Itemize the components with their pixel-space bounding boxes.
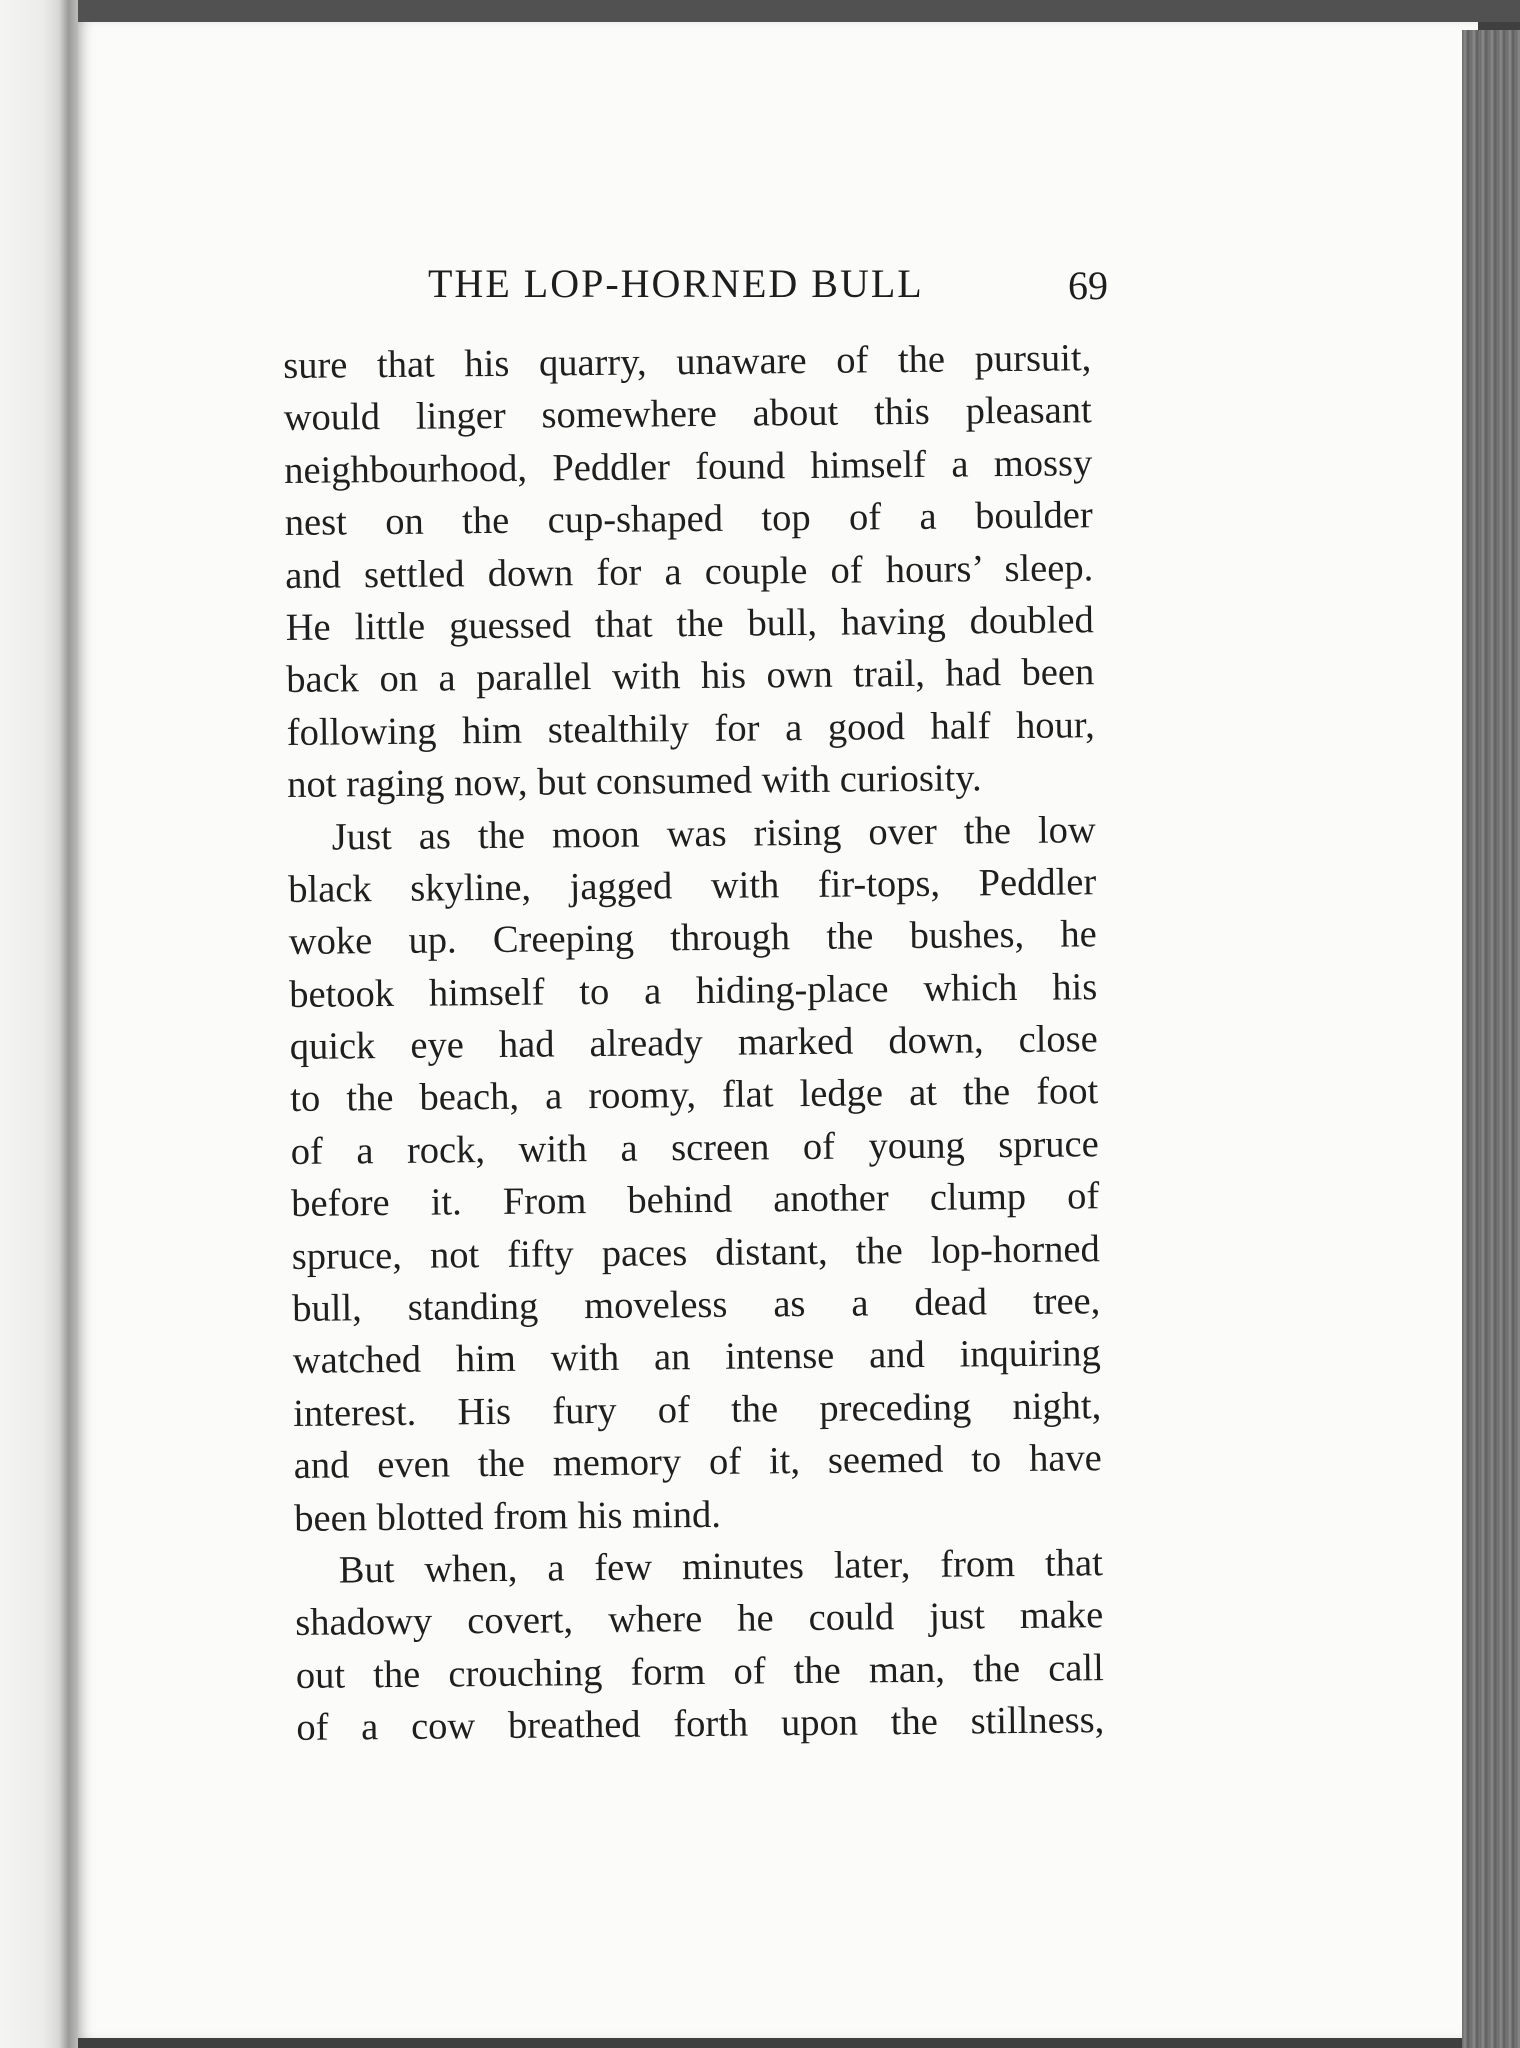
text-line: shadowy covert, where he could just make	[295, 1594, 1104, 1645]
text-line: back on a parallel with his own trail, had been	[286, 651, 1095, 702]
text-line: quick eye had already marked down, close	[289, 1018, 1098, 1069]
text-line: Just as the moon was rising over the low	[331, 808, 1096, 859]
text-line: black skyline, jagged with fir-tops, Peddler	[288, 861, 1097, 911]
text-line: of a cow breathed forth upon the stillness,	[296, 1699, 1105, 1750]
text-line: been blotted from his mind.	[294, 1493, 722, 1540]
text-line: spruce, not fifty paces distant, the lop-horned	[291, 1227, 1100, 1278]
text-line: neighbourhood, Peddler found himself a mossy	[284, 442, 1093, 492]
text-line: sure that his quarry, unaware of the pursuit,	[283, 337, 1092, 387]
running-head: THE LOP-HORNED BULL	[428, 261, 924, 306]
text-line: He little guessed that the bull, having doubled	[285, 599, 1094, 649]
text-line: watched him with an intense and inquiring	[292, 1332, 1101, 1383]
text-line: woke up. Creeping through the bushes, he	[288, 913, 1097, 964]
page-number: 69	[1068, 263, 1108, 308]
text-line: nest on the cup-shaped top of a boulder	[284, 494, 1093, 545]
text-line: and settled down for a couple of hours’ sleep.	[285, 546, 1094, 597]
facing-page-edge	[0, 0, 78, 2048]
text-line: interest. His fury of the preceding night,	[293, 1385, 1102, 1435]
text-line: out the crouching form of the man, the call	[295, 1646, 1104, 1697]
text-line: of a rock, with a screen of young spruce	[290, 1123, 1099, 1173]
text-line: would linger somewhere about this pleasant	[283, 389, 1092, 440]
text-line: to the beach, a roomy, flat ledge at the foot	[290, 1070, 1099, 1121]
text-line: But when, a few minutes later, from that	[338, 1542, 1103, 1592]
text-line: and even the memory of it, seemed to have	[293, 1437, 1102, 1488]
page-header	[428, 260, 1108, 320]
body-text	[283, 332, 1105, 1754]
text-line: betook himself to a hiding-place which his	[289, 965, 1098, 1016]
text-line: before it. From behind another clump of	[291, 1175, 1100, 1226]
text-line: not raging now, but consumed with curiosity.	[287, 757, 982, 807]
page-block-edge	[1462, 30, 1520, 2048]
text-line: following him stealthily for a good half hour,	[286, 703, 1095, 754]
text-line: bull, standing moveless as a dead tree,	[292, 1280, 1101, 1330]
scan-top-border	[0, 0, 1520, 22]
